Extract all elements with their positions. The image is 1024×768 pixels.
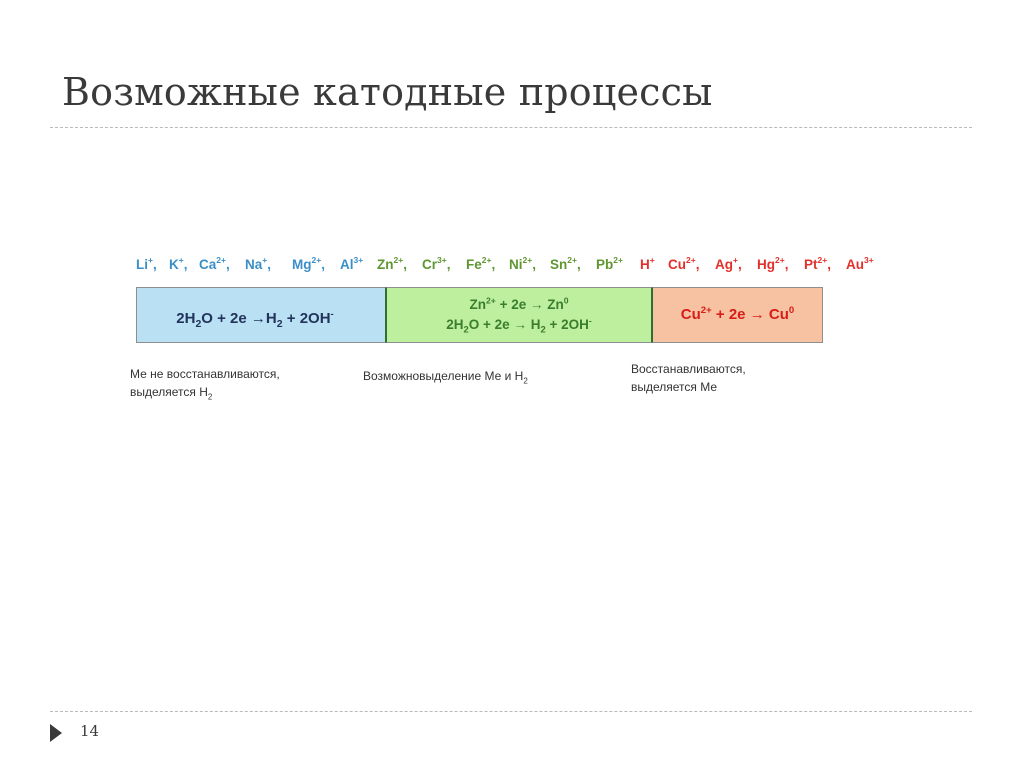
medium-metals-band — [385, 287, 653, 343]
ion-hg: $Hg^{2+}$, — [757, 254, 789, 272]
ion-na: Na+, — [245, 254, 271, 272]
ion-ni: $Ni^{2+}$, — [509, 254, 536, 272]
footer-divider — [50, 711, 972, 712]
water-reduction-equation-2: $2H_2O + 2e \to H_2 + 2OH^-$ — [446, 315, 592, 336]
caption-noble-metals: Восстанавливаются, выделяется Ме — [631, 362, 746, 394]
caption-medium-metals: Возможновыделение Ме и $Н_2$ — [363, 369, 528, 386]
ion-pt: $Pt^{2+}$, — [804, 254, 831, 272]
ion-mg: $Mg^{2+}$, — [292, 254, 325, 272]
water-reduction-equation: $2H_2O + 2e \to H_2 + 2OH^-$ — [176, 309, 334, 330]
ion-k: K+, — [169, 254, 188, 272]
ion-cr: $Cr^{3+}$, — [422, 254, 451, 272]
ion-cu: $Cu^{2+}$, — [668, 254, 700, 272]
active-metals-band — [136, 287, 385, 343]
copper-reduction-equation: $Cu^{2+} + 2e \to Cu^0$ — [680, 305, 795, 323]
caption-active-metals: Ме не восстанавливаются, выделяется $Н_2$ — [130, 367, 280, 402]
ion-ag: Ag+, — [715, 254, 742, 272]
noble-metals-band — [653, 287, 823, 343]
ion-h: H+ — [640, 254, 655, 272]
play-arrow-icon — [50, 724, 62, 742]
ion-sn: $Sn^{2+}$, — [550, 254, 581, 272]
ion-fe: $Fe^{2+}$, — [466, 254, 496, 272]
ion-al: $Al^{3+}$ — [340, 254, 364, 272]
slide-number: 14 — [80, 722, 100, 740]
ion-li: Li+, — [136, 254, 157, 272]
ion-ca: $Ca^{2+}$, — [199, 254, 230, 272]
ion-zn: $Zn^{2+}$, — [377, 254, 407, 272]
title-divider — [50, 127, 972, 128]
zinc-reduction-equation: $Zn^{2+} + 2e \to Zn^0$ — [469, 295, 569, 312]
ion-pb: $Pb^{2+}$ — [596, 254, 623, 272]
ion-au: $Au^{3+}$ — [846, 254, 874, 272]
slide-title: Возможные катодные процессы — [62, 70, 713, 114]
